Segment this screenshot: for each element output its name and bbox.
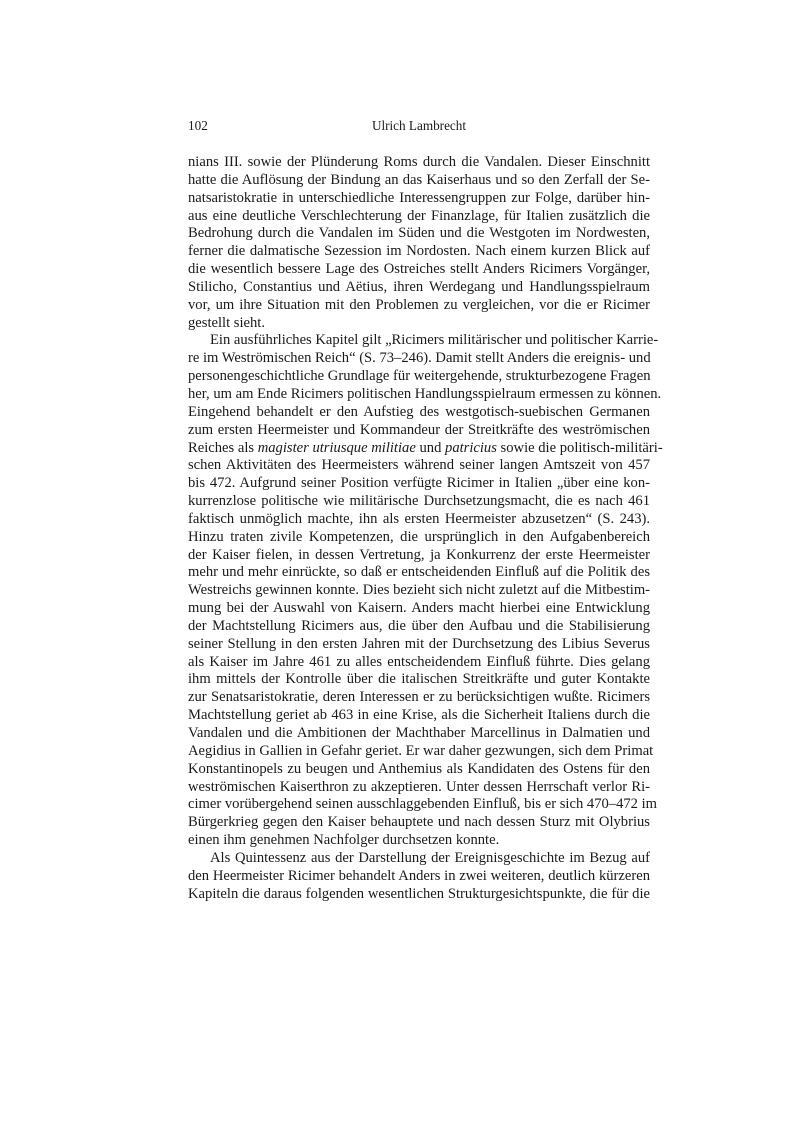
text-line: Eingehend behandelt er den Aufstieg des westgotisch-suebischen Germanen (188, 403, 650, 420)
text-line: hatte die Auflösung der Bindung an das Kaiserhaus und so den Zerfall der Se- (188, 171, 650, 188)
text-line: zur Senatsaristokratie, deren Interessen er zu berücksichtigen wußte. Ricimers (188, 689, 650, 706)
text-line: nians III. sowie der Plünderung Roms durch die Vandalen. Dieser Einschnitt (188, 154, 650, 170)
italic-term: patricius (445, 439, 497, 456)
text-line: natsaristokratie in unterschiedliche Interessengruppen zur Folge, darüber hin- (188, 189, 650, 206)
text-line: bis 472. Aufgrund seiner Position verfügte Ricimer in Italien „über eine kon- (188, 475, 650, 492)
text-line-with-italics (188, 439, 663, 458)
text-run: sowie die politisch-militäri- (496, 439, 663, 456)
text-line: Ein ausführliches Kapitel gilt „Ricimers militärischer und politischer Karrie- (210, 332, 659, 349)
text-line: zum ersten Heermeister und Kommandeur der Streitkräfte des weströmischen (188, 421, 650, 438)
text-line: re im Weströmischen Reich“ (S. 73–246). Damit stellt Anders die ereignis- und (188, 350, 651, 367)
text-line: aus eine deutliche Verschlechterung der Finanzlage, für Italien zusätzlich die (188, 207, 650, 224)
text-run: Reiches als (188, 439, 258, 456)
text-line: mehr und mehr einrückte, so daß er entscheidenden Einfluß auf die Politik des (188, 564, 650, 581)
text-line: der Machtstellung Ricimers aus, die über den Aufbau und die Stabilisierung (188, 617, 650, 634)
text-line: schen Aktivitäten des Heermeisters während seiner langen Amtszeit von 457 (188, 457, 650, 474)
text-line: Westreichs gewinnen konnte. Dies bezieht sich nicht zuletzt auf die Mitbestim- (188, 582, 651, 599)
text-run: und (415, 439, 446, 456)
text-line: Aegidius in Gallien in Gefahr geriet. Er war daher gezwungen, sich dem Primat (188, 742, 654, 759)
body-text (188, 154, 663, 903)
text-line: Als Quintessenz aus der Darstellung der Ereignisgeschichte im Bezug auf (210, 849, 650, 866)
text-line: Stilicho, Constantius und Aëtius, ihren Werdegang und Handlungsspielraum (188, 278, 650, 295)
running-title: Ulrich Lambrecht (371, 118, 467, 133)
text-line: Bedrohung durch die Vandalen im Süden und die Westgoten im Nordwesten, (188, 225, 650, 242)
text-line: Hinzu traten zivile Kompetenzen, die ursprünglich in den Aufgabenbereich (188, 528, 650, 545)
paragraph-1 (188, 154, 650, 332)
document-page (188, 118, 663, 903)
text-line: Vandalen und die Ambitionen der Machthaber Marcellinus in Dalmatien und (188, 725, 650, 741)
text-line: der Kaiser fielen, in dessen Vertretung, ja Konkurrenz der erste Heermeister (188, 546, 650, 563)
page-number: 102 (188, 118, 208, 133)
text-line: Konstantinopels zu beugen und Anthemius als Kandidaten des Ostens für den (188, 760, 650, 777)
text-line: ferner die dalmatische Sezession im Nordosten. Nach einem kurzen Blick auf (188, 243, 650, 260)
text-line: als Kaiser im Jahre 461 zu alles entscheidendem Einfluß führte. Dies gelang (188, 653, 650, 670)
text-line: personengeschichtliche Grundlage für weitergehende, strukturbezogene Fragen (188, 368, 651, 385)
text-line: Kapiteln die daraus folgenden wesentlichen Strukturgesichtspunkte, die für die (188, 885, 650, 902)
text-line: gestellt sieht. (188, 314, 266, 331)
text-line: einen ihm genehmen Nachfolger durchsetzen konnte. (188, 832, 500, 849)
text-line: weströmischen Kaiserthron zu akzeptieren. Unter dessen Herrschaft verlor Ri- (188, 778, 650, 795)
running-head (188, 118, 650, 138)
text-line: mung bei der Auswahl von Kaisern. Anders macht hierbei eine Entwicklung (188, 600, 650, 617)
text-line: vor, um ihre Situation mit den Problemen zu vergleichen, vor die er Ricimer (188, 296, 650, 313)
text-line: die wesentlich bessere Lage des Ostreiches stellt Anders Ricimers Vorgänger, (188, 261, 650, 278)
text-line: seiner Stellung in den ersten Jahren mit der Durchsetzung des Libius Severus (188, 635, 650, 652)
paragraph-2 (188, 332, 663, 849)
text-line: Machtstellung geriet ab 463 in eine Krise, als die Sicherheit Italiens durch die (188, 707, 650, 724)
paragraph-3 (188, 850, 650, 904)
text-line: ihm mittels der Kontrolle über die italischen Streitkräfte und guter Kontakte (188, 671, 650, 688)
italic-term: magister utriusque militiae (257, 439, 416, 456)
text-line: cimer vorübergehend seinen ausschlaggebenden Einfluß, bis er sich 470–472 im (188, 796, 658, 813)
text-line: faktisch unmöglich machte, ihn als ersten Heermeister abzusetzen“ (S. 243). (188, 510, 650, 527)
text-line: her, um am Ende Ricimers politischen Handlungsspielraum ermessen zu können. (188, 385, 662, 402)
text-line: Bürgerkrieg gegen den Kaiser behauptete und nach dessen Sturz mit Olybrius (188, 814, 650, 831)
text-line: kurrenzlose politische wie militärische Durchsetzungsmacht, die es nach 461 (188, 493, 650, 510)
text-line: den Heermeister Ricimer behandelt Anders in zwei weiteren, deutlich kürzeren (188, 867, 650, 884)
